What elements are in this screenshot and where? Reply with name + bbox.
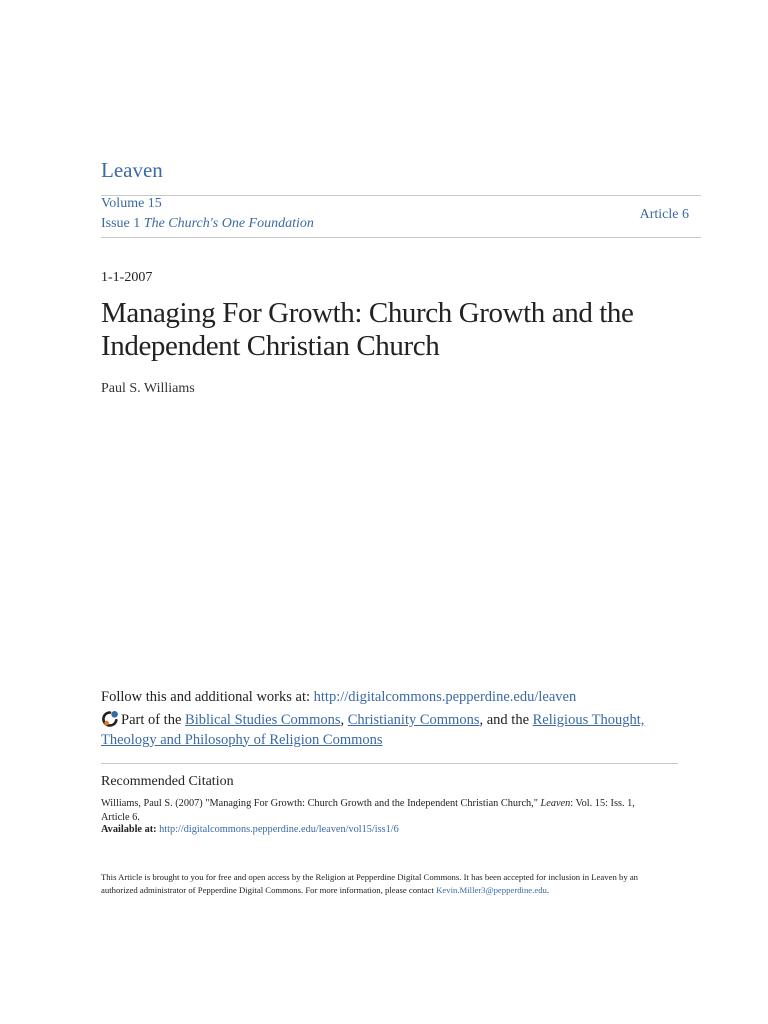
citation-availability bbox=[101, 824, 399, 835]
issue-line bbox=[101, 216, 314, 232]
part-of-commons bbox=[101, 710, 661, 750]
open-access-notice bbox=[101, 871, 676, 897]
author-name: Paul S. Williams bbox=[101, 381, 195, 396]
part-of-separator-1: , bbox=[340, 712, 348, 728]
notice-end: . bbox=[546, 885, 550, 895]
religious-thought-commons-link[interactable]: Religious Thought, Theology and Philosophy of Religion Commons bbox=[101, 712, 645, 748]
commons-network-icon bbox=[101, 710, 119, 727]
part-of-separator-2: , and the bbox=[479, 712, 533, 728]
available-at-label: Available at: bbox=[101, 824, 160, 835]
citation-journal: Leaven bbox=[540, 798, 571, 809]
follow-line bbox=[101, 689, 576, 706]
follow-url-link[interactable]: http://digitalcommons.pepperdine.edu/leaven bbox=[313, 689, 577, 705]
article-title: Managing For Growth: Church Growth and the Independent Christian Church bbox=[101, 297, 634, 362]
citation-text bbox=[101, 797, 661, 824]
header-top-divider bbox=[101, 195, 701, 196]
follow-prefix: Follow this and additional works at: bbox=[101, 689, 314, 705]
available-at-link[interactable]: http://digitalcommons.pepperdine.edu/leaven/vol15/iss1/6 bbox=[159, 824, 399, 835]
article-number-link[interactable]: Article 6 bbox=[639, 207, 689, 222]
biblical-studies-commons-link[interactable]: Biblical Studies Commons bbox=[185, 712, 341, 728]
citation-text-before: Williams, Paul S. (2007) "Managing For Growth: Church Growth and the Independent Christian Church," bbox=[101, 798, 541, 809]
citation-divider bbox=[101, 763, 678, 764]
journal-link[interactable]: Leaven bbox=[101, 158, 163, 182]
issue-link[interactable]: Issue 1 bbox=[101, 216, 141, 231]
header-bottom-divider bbox=[101, 237, 701, 238]
citation-text-after: : Vol. 15: Iss. 1, Article 6. bbox=[101, 798, 635, 823]
contact-email-link[interactable]: Kevin.Miller3@pepperdine.edu bbox=[436, 885, 547, 895]
citation-heading: Recommended Citation bbox=[101, 774, 234, 789]
publication-date: 1-1-2007 bbox=[101, 270, 153, 285]
issue-title-link[interactable]: The Church's One Foundation bbox=[143, 216, 314, 231]
volume-link[interactable]: Volume 15 bbox=[101, 196, 162, 211]
christianity-commons-link[interactable]: Christianity Commons bbox=[347, 712, 480, 728]
part-of-prefix: Part of the bbox=[121, 712, 186, 728]
notice-text: This Article is brought to you for free and open access by the Religion at Pepperdine Digital Commons. It has been accepted for inclusion in Leaven by an authorized administrator of Pepperdine Digital Commons. For more information, please contact bbox=[101, 872, 639, 895]
